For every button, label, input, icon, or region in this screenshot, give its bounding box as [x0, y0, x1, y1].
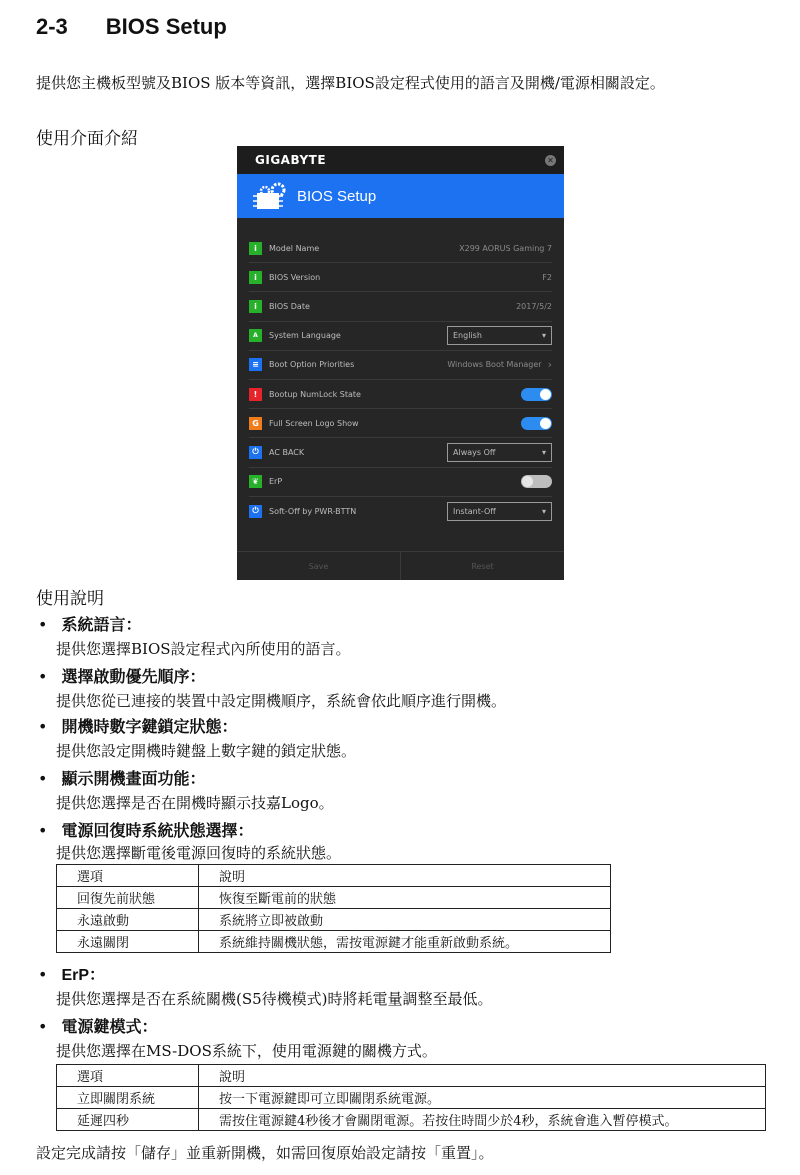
table-header-row [57, 1065, 766, 1087]
title-bar [237, 146, 564, 174]
bios-chip-gear-icon [251, 181, 289, 211]
info-icon: i [249, 242, 262, 255]
soft-off-select[interactable] [447, 502, 552, 521]
table-header: 說明 [199, 1065, 766, 1087]
exclamation-icon: ! [249, 388, 262, 401]
row-logo-show [249, 409, 552, 438]
row-ac-back [249, 438, 552, 467]
table-cell: 延遲四秒 [57, 1109, 199, 1131]
closing-note: 設定完成請按「儲存」並重新開機，如需回復原始設定請按「重置」。 [36, 1144, 494, 1162]
settings-list [237, 218, 564, 526]
row-label: AC BACK [269, 447, 305, 457]
table-header-row [57, 865, 611, 887]
row-bios-date [249, 292, 552, 321]
table-cell: 永遠啟動 [57, 909, 199, 931]
usage-heading: 使用說明 [36, 589, 104, 609]
bios-setup-window [237, 146, 564, 580]
table-row [57, 1109, 766, 1131]
row-value: 2017/5/2 [516, 301, 552, 311]
section-number: 2-3 [36, 14, 68, 39]
banner [237, 174, 564, 218]
desc-numlock: 提供您設定開機時鍵盤上數字鍵的鎖定狀態。 [56, 742, 357, 760]
row-label: Model Name [269, 243, 320, 253]
table-cell: 回復先前狀態 [57, 887, 199, 909]
leaf-icon: ❦ [249, 475, 262, 488]
toggle-knob [540, 389, 551, 400]
toggle-knob [522, 476, 533, 487]
table-header: 說明 [199, 865, 611, 887]
bullet-numlock: • 開機時數字鍵鎖定狀態： [38, 714, 237, 737]
desc-erp: 提供您選擇是否在系統關機(S5待機模式)時將耗電量調整至最低。 [56, 990, 493, 1008]
close-button[interactable]: ✕ [545, 155, 556, 166]
section-heading [36, 14, 227, 40]
bullet-title: 系統語言： [61, 615, 142, 634]
row-label: BIOS Version [269, 272, 321, 282]
dropdown-arrow-icon: ▾ [541, 331, 546, 341]
row-label: ErP [269, 477, 283, 487]
bullet-title: 選擇啟動優先順序： [61, 667, 206, 686]
row-soft-off [249, 497, 552, 526]
table-header: 選項 [57, 1065, 199, 1087]
row-label: Soft-Off by PWR-BTTN [269, 506, 357, 516]
bullet-title: 電源回復時系統狀態選擇： [61, 821, 254, 840]
row-label: BIOS Date [269, 301, 310, 311]
bullet-title: 顯示開機畫面功能： [61, 769, 206, 788]
intro-text: 提供您主機板型號及BIOS 版本等資訊，選擇BIOS設定程式使用的語言及開機/電源相關設定。 [36, 74, 665, 92]
bullet-title: 電源鍵模式： [61, 1017, 158, 1036]
system-language-select[interactable] [447, 326, 552, 345]
table-cell: 系統維持關機狀態，需按電源鍵才能重新啟動系統。 [199, 931, 611, 953]
select-value: English [453, 331, 482, 341]
desc-boot-priority: 提供您從已連接的裝置中設定開機順序，系統會依此順序進行開機。 [56, 692, 507, 710]
power-icon: ⏻ [249, 505, 262, 518]
desc-ac-back: 提供您選擇斷電後電源回復時的系統狀態。 [56, 844, 342, 862]
table-row [57, 887, 611, 909]
bullet-system-language: • 系統語言： [38, 612, 141, 635]
table-cell: 系統將立即被啟動 [199, 909, 611, 931]
language-icon: A [249, 329, 262, 342]
row-erp [249, 468, 552, 497]
select-value: Always Off [453, 447, 496, 457]
table-header: 選項 [57, 865, 199, 887]
gigabyte-logo: GIGABYTE [255, 153, 327, 167]
power-key-options-table [56, 1064, 766, 1131]
toggle-knob [540, 418, 551, 429]
bullet-power-key: • 電源鍵模式： [38, 1014, 157, 1037]
dropdown-arrow-icon: ▾ [541, 506, 546, 516]
table-row [57, 931, 611, 953]
bullet-erp: • ErP： [38, 962, 105, 985]
row-label: Bootup NumLock State [269, 389, 361, 399]
gigabyte-g-icon: G [249, 417, 262, 430]
info-icon: i [249, 271, 262, 284]
row-label: System Language [269, 331, 341, 341]
table-cell: 按一下電源鍵即可立即關閉系統電源。 [199, 1087, 766, 1109]
section-title: BIOS Setup [105, 14, 227, 39]
logo-show-toggle[interactable] [521, 417, 552, 430]
table-cell: 需按住電源鍵4秒後才會關閉電源。若按住時間少於4秒，系統會進入暫停模式。 [199, 1109, 766, 1131]
desc-system-language: 提供您選擇BIOS設定程式內所使用的語言。 [56, 640, 351, 658]
bullet-logo: • 顯示開機畫面功能： [38, 766, 205, 789]
row-numlock-state [249, 380, 552, 409]
table-cell: 永遠關閉 [57, 931, 199, 953]
select-value: Instant-Off [453, 506, 496, 516]
info-icon: i [249, 300, 262, 313]
ac-back-select[interactable] [447, 443, 552, 462]
bullet-title: 開機時數字鍵鎖定狀態： [61, 717, 238, 736]
table-row [57, 909, 611, 931]
ui-intro-heading: 使用介面介紹 [36, 129, 138, 149]
reset-button[interactable]: Reset [471, 561, 494, 571]
erp-toggle[interactable] [521, 475, 552, 488]
numlock-toggle[interactable] [521, 388, 552, 401]
row-boot-option-priorities[interactable] [249, 351, 552, 380]
desc-logo: 提供您選擇是否在開機時顯示技嘉Logo。 [56, 794, 334, 812]
row-model-name [249, 234, 552, 263]
chevron-right-icon: › [547, 358, 552, 372]
table-row [57, 1087, 766, 1109]
bullet-title: ErP： [61, 967, 106, 984]
table-cell: 立即關閉系統 [57, 1087, 199, 1109]
ac-back-options-table [56, 864, 611, 953]
row-value: F2 [542, 272, 552, 282]
bullet-boot-priority: • 選擇啟動優先順序： [38, 664, 205, 687]
dropdown-arrow-icon: ▾ [541, 447, 546, 457]
row-value: Windows Boot Manager [447, 360, 542, 370]
desc-power-key: 提供您選擇在MS-DOS系統下，使用電源鍵的關機方式。 [56, 1042, 437, 1060]
row-value: X299 AORUS Gaming 7 [459, 243, 552, 253]
row-bios-version [249, 263, 552, 292]
save-button[interactable]: Save [237, 552, 401, 580]
power-icon: ⏻ [249, 446, 262, 459]
row-label: Boot Option Priorities [269, 360, 355, 370]
list-icon: ≡ [249, 358, 262, 371]
row-system-language [249, 322, 552, 351]
banner-title: BIOS Setup [297, 187, 377, 205]
panel-footer [237, 551, 564, 580]
bullet-ac-back: • 電源回復時系統狀態選擇： [38, 818, 253, 841]
table-cell: 恢復至斷電前的狀態 [199, 887, 611, 909]
row-label: Full Screen Logo Show [269, 418, 359, 428]
